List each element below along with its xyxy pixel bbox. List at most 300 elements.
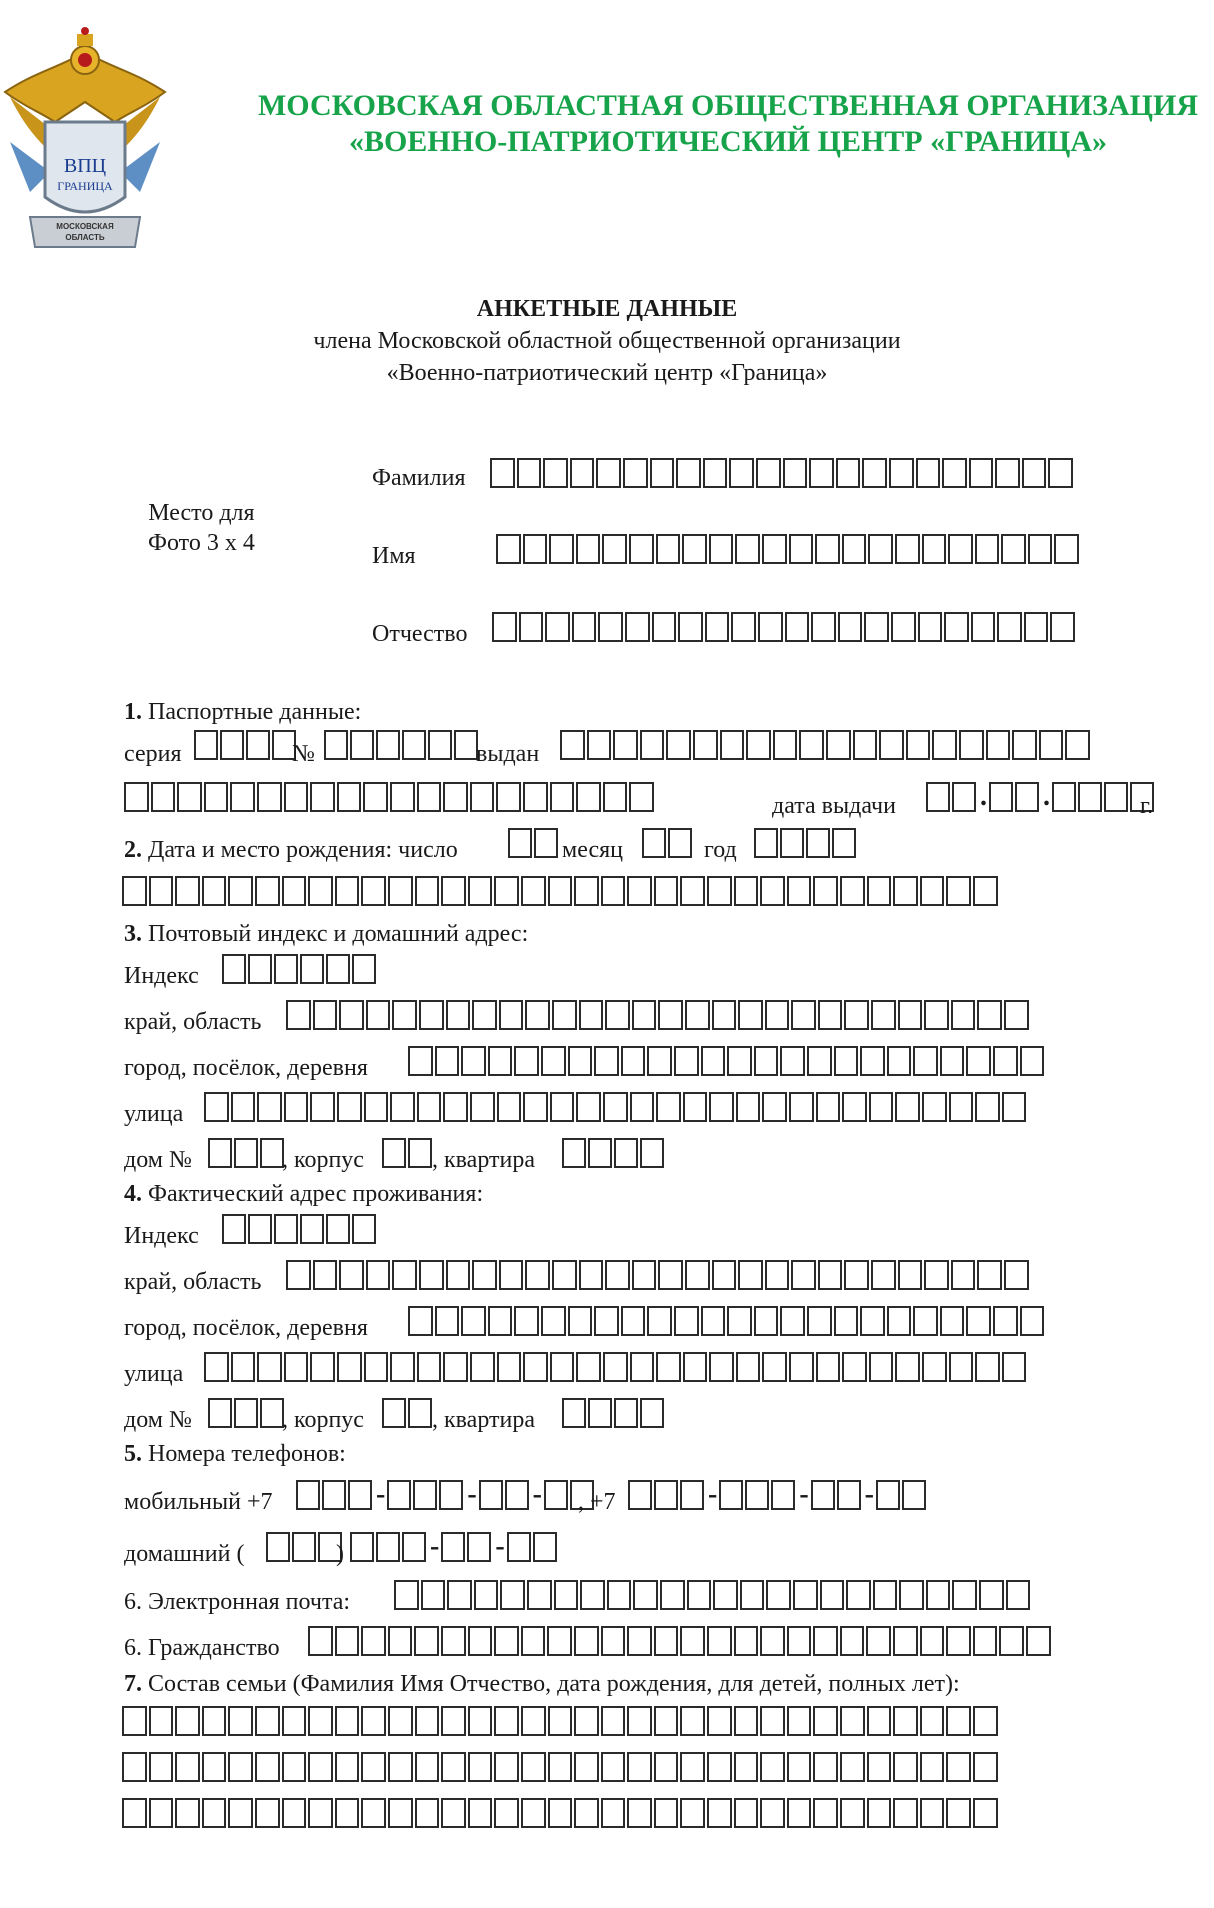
char-box[interactable]	[231, 1092, 256, 1122]
char-box[interactable]	[149, 1706, 174, 1736]
char-box[interactable]	[656, 534, 681, 564]
char-box[interactable]	[787, 1706, 812, 1736]
char-box[interactable]	[627, 876, 652, 906]
char-box[interactable]	[499, 1260, 524, 1290]
char-box[interactable]	[806, 828, 830, 858]
patronymic-input[interactable]	[492, 608, 1077, 642]
postal-street-input[interactable]	[204, 1088, 1028, 1122]
char-box[interactable]	[443, 1092, 468, 1122]
char-box[interactable]	[734, 1798, 759, 1828]
char-box[interactable]	[202, 1706, 227, 1736]
char-box[interactable]	[605, 1260, 630, 1290]
char-box[interactable]	[541, 1046, 566, 1076]
char-box[interactable]	[940, 1046, 965, 1076]
char-box[interactable]	[762, 1352, 787, 1382]
char-box[interactable]	[603, 782, 628, 812]
char-box[interactable]	[1048, 458, 1073, 488]
char-box[interactable]	[1052, 782, 1076, 812]
char-box[interactable]	[1028, 534, 1053, 564]
char-box[interactable]	[255, 1798, 280, 1828]
char-box[interactable]	[228, 1798, 253, 1828]
family-input-line-1[interactable]	[122, 1702, 1000, 1736]
char-box[interactable]	[574, 1626, 599, 1656]
postal-city-input[interactable]	[408, 1042, 1046, 1076]
char-box[interactable]	[390, 1352, 415, 1382]
char-box[interactable]	[735, 534, 760, 564]
char-box[interactable]	[891, 612, 916, 642]
char-box[interactable]	[816, 1092, 841, 1122]
char-box[interactable]	[492, 612, 517, 642]
char-box[interactable]	[813, 876, 838, 906]
char-box[interactable]	[308, 1706, 333, 1736]
char-box[interactable]	[545, 612, 570, 642]
char-box[interactable]	[255, 876, 280, 906]
char-box[interactable]	[920, 1752, 945, 1782]
char-box[interactable]	[703, 458, 728, 488]
actual-building-input[interactable]	[382, 1394, 434, 1428]
char-box[interactable]	[521, 1706, 546, 1736]
char-box[interactable]	[550, 1092, 575, 1122]
char-box[interactable]	[734, 876, 759, 906]
char-box[interactable]	[949, 1092, 974, 1122]
char-box[interactable]	[204, 1352, 229, 1382]
actual-street-input[interactable]	[204, 1348, 1028, 1382]
char-box[interactable]	[707, 1752, 732, 1782]
char-box[interactable]	[255, 1706, 280, 1736]
char-box[interactable]	[621, 1046, 646, 1076]
char-box[interactable]	[122, 1798, 147, 1828]
char-box[interactable]	[1065, 730, 1090, 760]
char-box[interactable]	[461, 1306, 486, 1336]
char-box[interactable]	[946, 1626, 971, 1656]
char-box[interactable]	[388, 1706, 413, 1736]
char-box[interactable]	[441, 1626, 466, 1656]
char-box[interactable]	[576, 782, 601, 812]
char-box[interactable]	[813, 1626, 838, 1656]
char-box[interactable]	[736, 1352, 761, 1382]
char-box[interactable]	[177, 782, 202, 812]
char-box[interactable]	[898, 1260, 923, 1290]
char-box[interactable]	[335, 1752, 360, 1782]
char-box[interactable]	[508, 828, 532, 858]
char-box[interactable]	[709, 1092, 734, 1122]
char-box[interactable]	[468, 1626, 493, 1656]
char-box[interactable]	[969, 458, 994, 488]
char-box[interactable]	[853, 730, 878, 760]
char-box[interactable]	[952, 782, 976, 812]
char-box[interactable]	[310, 1352, 335, 1382]
char-box[interactable]	[419, 1260, 444, 1290]
char-box[interactable]	[494, 1706, 519, 1736]
char-box[interactable]	[836, 458, 861, 488]
char-box[interactable]	[977, 1000, 1002, 1030]
char-box[interactable]	[705, 612, 730, 642]
char-box[interactable]	[562, 1398, 586, 1428]
char-box[interactable]	[350, 1532, 374, 1562]
passport-issued-input[interactable]	[560, 726, 1092, 760]
char-box[interactable]	[647, 1046, 672, 1076]
char-box[interactable]	[588, 1398, 612, 1428]
char-box[interactable]	[862, 458, 887, 488]
char-box[interactable]	[415, 876, 440, 906]
char-box[interactable]	[844, 1260, 869, 1290]
char-box[interactable]	[308, 1626, 333, 1656]
char-box[interactable]	[428, 730, 452, 760]
char-box[interactable]	[230, 782, 255, 812]
char-box[interactable]	[868, 534, 893, 564]
char-box[interactable]	[656, 1352, 681, 1382]
char-box[interactable]	[680, 1626, 705, 1656]
char-box[interactable]	[352, 954, 376, 984]
char-box[interactable]	[666, 730, 691, 760]
char-box[interactable]	[973, 1626, 998, 1656]
char-box[interactable]	[525, 1000, 550, 1030]
char-box[interactable]	[175, 1798, 200, 1828]
char-box[interactable]	[727, 1306, 752, 1336]
char-box[interactable]	[337, 1092, 362, 1122]
char-box[interactable]	[629, 782, 654, 812]
char-box[interactable]	[993, 1306, 1018, 1336]
char-box[interactable]	[682, 534, 707, 564]
char-box[interactable]	[335, 876, 360, 906]
char-box[interactable]	[361, 1706, 386, 1736]
char-box[interactable]	[924, 1000, 949, 1030]
char-box[interactable]	[754, 828, 778, 858]
char-box[interactable]	[454, 730, 478, 760]
char-box[interactable]	[942, 458, 967, 488]
char-box[interactable]	[840, 1706, 865, 1736]
char-box[interactable]	[335, 1626, 360, 1656]
char-box[interactable]	[913, 1046, 938, 1076]
char-box[interactable]	[787, 1626, 812, 1656]
char-box[interactable]	[758, 612, 783, 642]
char-box[interactable]	[654, 1798, 679, 1828]
char-box[interactable]	[867, 1798, 892, 1828]
char-box[interactable]	[602, 534, 627, 564]
char-box[interactable]	[579, 1260, 604, 1290]
char-box[interactable]	[922, 534, 947, 564]
char-box[interactable]	[738, 1260, 763, 1290]
char-box[interactable]	[361, 876, 386, 906]
char-box[interactable]	[813, 1798, 838, 1828]
char-box[interactable]	[765, 1260, 790, 1290]
postal-apartment-input[interactable]	[562, 1134, 666, 1168]
char-box[interactable]	[461, 1046, 486, 1076]
char-box[interactable]	[257, 1092, 282, 1122]
char-box[interactable]	[627, 1706, 652, 1736]
char-box[interactable]	[326, 954, 350, 984]
char-box[interactable]	[997, 612, 1022, 642]
char-box[interactable]	[654, 1706, 679, 1736]
char-box[interactable]	[574, 876, 599, 906]
char-box[interactable]	[246, 730, 270, 760]
char-box[interactable]	[966, 1306, 991, 1336]
char-box[interactable]	[926, 782, 950, 812]
char-box[interactable]	[587, 730, 612, 760]
char-box[interactable]	[308, 1752, 333, 1782]
char-box[interactable]	[627, 1752, 652, 1782]
char-box[interactable]	[292, 1532, 316, 1562]
char-box[interactable]	[494, 1752, 519, 1782]
char-box[interactable]	[579, 1000, 604, 1030]
char-box[interactable]	[446, 1000, 471, 1030]
char-box[interactable]	[220, 730, 244, 760]
char-box[interactable]	[731, 612, 756, 642]
char-box[interactable]	[521, 1626, 546, 1656]
char-box[interactable]	[816, 1352, 841, 1382]
char-box[interactable]	[348, 1480, 372, 1510]
char-box[interactable]	[756, 458, 781, 488]
birth-month-input[interactable]	[642, 824, 694, 858]
char-box[interactable]	[388, 1752, 413, 1782]
char-box[interactable]	[834, 1306, 859, 1336]
char-box[interactable]	[194, 730, 218, 760]
char-box[interactable]	[1104, 782, 1128, 812]
char-box[interactable]	[656, 1092, 681, 1122]
char-box[interactable]	[472, 1000, 497, 1030]
char-box[interactable]	[895, 1092, 920, 1122]
char-box[interactable]	[780, 828, 804, 858]
char-box[interactable]	[382, 1398, 406, 1428]
char-box[interactable]	[388, 876, 413, 906]
char-box[interactable]	[895, 1352, 920, 1382]
char-box[interactable]	[959, 730, 984, 760]
char-box[interactable]	[202, 876, 227, 906]
char-box[interactable]	[780, 1306, 805, 1336]
char-box[interactable]	[654, 1480, 678, 1510]
char-box[interactable]	[514, 1046, 539, 1076]
char-box[interactable]	[791, 1000, 816, 1030]
char-box[interactable]	[918, 612, 943, 642]
char-box[interactable]	[1020, 1046, 1045, 1076]
char-box[interactable]	[658, 1260, 683, 1290]
char-box[interactable]	[707, 1798, 732, 1828]
char-box[interactable]	[1004, 1000, 1029, 1030]
char-box[interactable]	[419, 1000, 444, 1030]
char-box[interactable]	[523, 1092, 548, 1122]
char-box[interactable]	[973, 1706, 998, 1736]
char-box[interactable]	[727, 1046, 752, 1076]
citizenship-input[interactable]	[308, 1622, 1053, 1656]
char-box[interactable]	[415, 1798, 440, 1828]
char-box[interactable]	[388, 1626, 413, 1656]
char-box[interactable]	[920, 1626, 945, 1656]
char-box[interactable]	[809, 458, 834, 488]
char-box[interactable]	[840, 1798, 865, 1828]
char-box[interactable]	[876, 1480, 900, 1510]
char-box[interactable]	[468, 876, 493, 906]
char-box[interactable]	[202, 1752, 227, 1782]
char-box[interactable]	[867, 1752, 892, 1782]
char-box[interactable]	[408, 1046, 433, 1076]
char-box[interactable]	[300, 1214, 324, 1244]
char-box[interactable]	[773, 730, 798, 760]
char-box[interactable]	[521, 1798, 546, 1828]
char-box[interactable]	[497, 1092, 522, 1122]
char-box[interactable]	[640, 1398, 664, 1428]
char-box[interactable]	[738, 1000, 763, 1030]
char-box[interactable]	[902, 1480, 926, 1510]
char-box[interactable]	[654, 1752, 679, 1782]
passport-series-input[interactable]	[194, 726, 298, 760]
char-box[interactable]	[598, 612, 623, 642]
char-box[interactable]	[284, 1352, 309, 1382]
char-box[interactable]	[920, 1706, 945, 1736]
mobile-phone-input[interactable]	[296, 1476, 596, 1510]
char-box[interactable]	[818, 1260, 843, 1290]
char-box[interactable]	[787, 1798, 812, 1828]
char-box[interactable]	[683, 1352, 708, 1382]
char-box[interactable]	[647, 1306, 672, 1336]
char-box[interactable]	[248, 1214, 272, 1244]
postal-house-input[interactable]	[208, 1134, 286, 1168]
char-box[interactable]	[658, 1000, 683, 1030]
char-box[interactable]	[413, 1480, 437, 1510]
char-box[interactable]	[986, 730, 1011, 760]
char-box[interactable]	[296, 1480, 320, 1510]
char-box[interactable]	[906, 730, 931, 760]
char-box[interactable]	[222, 954, 246, 984]
char-box[interactable]	[519, 612, 544, 642]
char-box[interactable]	[680, 876, 705, 906]
char-box[interactable]	[791, 1260, 816, 1290]
char-box[interactable]	[366, 1260, 391, 1290]
home-phone-input[interactable]	[350, 1528, 559, 1562]
char-box[interactable]	[922, 1352, 947, 1382]
char-box[interactable]	[760, 876, 785, 906]
char-box[interactable]	[952, 1580, 977, 1610]
char-box[interactable]	[685, 1260, 710, 1290]
char-box[interactable]	[701, 1306, 726, 1336]
char-box[interactable]	[793, 1580, 818, 1610]
char-box[interactable]	[621, 1306, 646, 1336]
char-box[interactable]	[864, 612, 889, 642]
char-box[interactable]	[632, 1000, 657, 1030]
actual-house-input[interactable]	[208, 1394, 286, 1428]
char-box[interactable]	[999, 1626, 1024, 1656]
char-box[interactable]	[339, 1260, 364, 1290]
char-box[interactable]	[680, 1752, 705, 1782]
char-box[interactable]	[629, 534, 654, 564]
char-box[interactable]	[284, 782, 309, 812]
char-box[interactable]	[789, 534, 814, 564]
char-box[interactable]	[382, 1138, 406, 1168]
postal-region-input[interactable]	[286, 996, 1031, 1030]
passport-issued-input-line-2[interactable]	[124, 778, 656, 812]
char-box[interactable]	[308, 876, 333, 906]
char-box[interactable]	[390, 1092, 415, 1122]
char-box[interactable]	[310, 1092, 335, 1122]
char-box[interactable]	[709, 1352, 734, 1382]
char-box[interactable]	[435, 1046, 460, 1076]
char-box[interactable]	[548, 876, 573, 906]
char-box[interactable]	[388, 1798, 413, 1828]
char-box[interactable]	[771, 1480, 795, 1510]
char-box[interactable]	[282, 876, 307, 906]
char-box[interactable]	[869, 1092, 894, 1122]
char-box[interactable]	[916, 458, 941, 488]
char-box[interactable]	[1020, 1306, 1045, 1336]
char-box[interactable]	[1012, 730, 1037, 760]
char-box[interactable]	[122, 876, 147, 906]
char-box[interactable]	[1026, 1626, 1051, 1656]
char-box[interactable]	[541, 1306, 566, 1336]
char-box[interactable]	[580, 1580, 605, 1610]
char-box[interactable]	[550, 782, 575, 812]
char-box[interactable]	[977, 1260, 1002, 1290]
char-box[interactable]	[603, 1352, 628, 1382]
char-box[interactable]	[572, 612, 597, 642]
char-box[interactable]	[762, 534, 787, 564]
char-box[interactable]	[500, 1580, 525, 1610]
char-box[interactable]	[605, 1000, 630, 1030]
char-box[interactable]	[574, 1798, 599, 1828]
char-box[interactable]	[408, 1398, 432, 1428]
char-box[interactable]	[1078, 782, 1102, 812]
char-box[interactable]	[842, 534, 867, 564]
char-box[interactable]	[439, 1480, 463, 1510]
char-box[interactable]	[683, 1092, 708, 1122]
char-box[interactable]	[260, 1138, 284, 1168]
char-box[interactable]	[470, 1092, 495, 1122]
char-box[interactable]	[625, 612, 650, 642]
char-box[interactable]	[415, 1752, 440, 1782]
char-box[interactable]	[650, 458, 675, 488]
char-box[interactable]	[832, 828, 856, 858]
char-box[interactable]	[871, 1000, 896, 1030]
char-box[interactable]	[222, 1214, 246, 1244]
char-box[interactable]	[322, 1480, 346, 1510]
first-name-input[interactable]	[496, 530, 1081, 564]
char-box[interactable]	[474, 1580, 499, 1610]
char-box[interactable]	[1002, 1092, 1027, 1122]
char-box[interactable]	[1039, 730, 1064, 760]
char-box[interactable]	[971, 612, 996, 642]
char-box[interactable]	[300, 954, 324, 984]
char-box[interactable]	[494, 1626, 519, 1656]
char-box[interactable]	[122, 1706, 147, 1736]
char-box[interactable]	[274, 1214, 298, 1244]
char-box[interactable]	[746, 730, 771, 760]
char-box[interactable]	[633, 1580, 658, 1610]
char-box[interactable]	[514, 1306, 539, 1336]
email-input[interactable]	[394, 1576, 1032, 1610]
char-box[interactable]	[785, 612, 810, 642]
char-box[interactable]	[787, 1752, 812, 1782]
char-box[interactable]	[889, 458, 914, 488]
char-box[interactable]	[838, 612, 863, 642]
char-box[interactable]	[468, 1706, 493, 1736]
char-box[interactable]	[421, 1580, 446, 1610]
char-box[interactable]	[654, 876, 679, 906]
char-box[interactable]	[601, 1752, 626, 1782]
char-box[interactable]	[234, 1398, 258, 1428]
char-box[interactable]	[913, 1306, 938, 1336]
char-box[interactable]	[257, 782, 282, 812]
char-box[interactable]	[124, 782, 149, 812]
char-box[interactable]	[392, 1260, 417, 1290]
char-box[interactable]	[920, 1798, 945, 1828]
char-box[interactable]	[924, 1260, 949, 1290]
char-box[interactable]	[505, 1480, 529, 1510]
char-box[interactable]	[973, 876, 998, 906]
char-box[interactable]	[533, 1532, 557, 1562]
char-box[interactable]	[826, 730, 851, 760]
actual-region-input[interactable]	[286, 1256, 1031, 1290]
char-box[interactable]	[685, 1000, 710, 1030]
char-box[interactable]	[447, 1580, 472, 1610]
postal-index-input[interactable]	[222, 950, 378, 984]
